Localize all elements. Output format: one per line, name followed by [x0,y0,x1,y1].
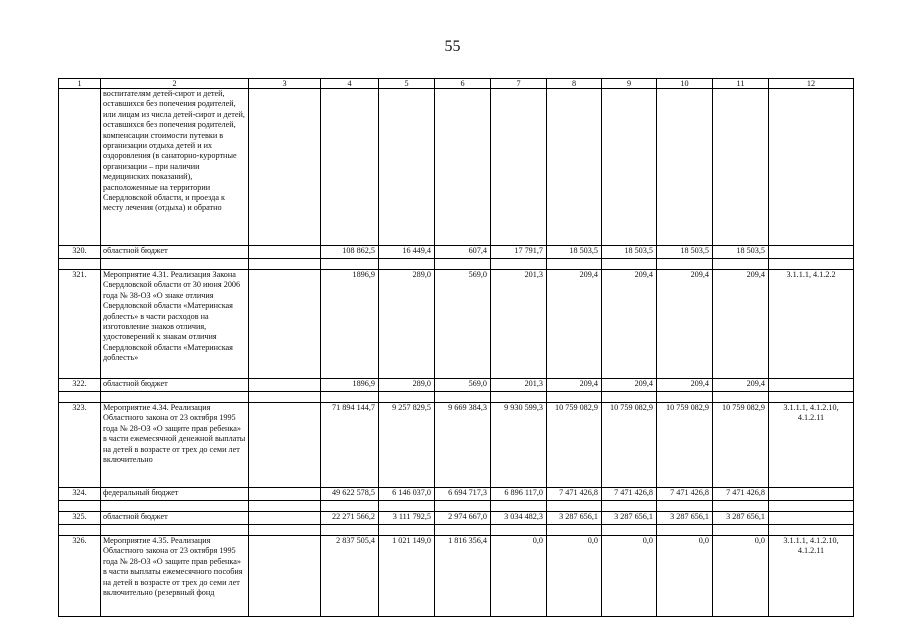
value-cell-c8: 3 287 656,1 [547,512,602,525]
spacer-cell [379,392,435,403]
value-cell-c11 [713,89,769,246]
header-cell: 11 [713,79,769,89]
value-cell-c10: 18 503,5 [657,246,713,259]
value-cell-c9: 10 759 082,9 [602,403,657,488]
spacer-cell [435,259,491,270]
row-description-cell: Мероприятие 4.34. Реализация Областного закона от 23 октября 1995 года № 28-ОЗ «О защите прав ребенка» в части ежемесячной денежной выплаты на детей в возрасте от трех до семи лет включительно [101,403,249,488]
spacer-cell [321,525,379,536]
spacer-cell [769,259,854,270]
spacer-cell [101,392,249,403]
value-cell-c3 [249,246,321,259]
value-cell-c5 [379,89,435,246]
value-cell-c6: 569,0 [435,379,491,392]
header-cell: 4 [321,79,379,89]
spacer-cell [249,392,321,403]
spacer-cell [101,501,249,512]
value-cell-c4: 2 837 505,4 [321,536,379,617]
row-spacer [59,525,854,536]
spacer-cell [249,525,321,536]
value-cell-c4: 49 622 578,5 [321,488,379,501]
value-cell-c7 [491,89,547,246]
row-spacer [59,392,854,403]
value-cell-c8: 10 759 082,9 [547,403,602,488]
value-cell-c7: 17 791,7 [491,246,547,259]
row-spacer [59,259,854,270]
table-row [59,246,854,259]
header-cell: 2 [101,79,249,89]
value-cell-c8: 0,0 [547,536,602,617]
value-cell-c9: 209,4 [602,270,657,379]
spacer-cell [713,259,769,270]
header-cell: 10 [657,79,713,89]
spacer-cell [657,392,713,403]
row-description-cell: Мероприятие 4.31. Реализация Закона Свердловской области от 30 июня 2006 года № 38-ОЗ «О знаке отличия Свердловской области «Материнская доблесть» в части расходов на изготовление знаков отличия, удостоверений к знакам отличия Свердловской области «Материнская доблесть» [101,270,249,379]
spacer-cell [59,259,101,270]
row-description-cell: федеральный бюджет [101,488,249,501]
value-cell-c8: 7 471 426,8 [547,488,602,501]
value-cell-c7: 201,3 [491,379,547,392]
value-cell-c11: 3 287 656,1 [713,512,769,525]
value-cell-c3 [249,403,321,488]
spacer-cell [249,501,321,512]
table-row [59,89,854,246]
spacer-cell [379,259,435,270]
budget-table [58,78,854,617]
value-cell-c3 [249,488,321,501]
spacer-cell [657,525,713,536]
value-cell-c10 [657,89,713,246]
value-cell-c9: 7 471 426,8 [602,488,657,501]
spacer-cell [657,501,713,512]
spacer-cell [769,392,854,403]
spacer-cell [547,525,602,536]
row-number-cell: 320. [59,246,101,259]
value-cell-c3 [249,512,321,525]
row-spacer [59,501,854,512]
header-cell: 3 [249,79,321,89]
spacer-cell [547,392,602,403]
value-cell-c11: 0,0 [713,536,769,617]
row-number-cell: 324. [59,488,101,501]
row-description-cell: областной бюджет [101,246,249,259]
spacer-cell [657,259,713,270]
value-cell-c3 [249,270,321,379]
spacer-cell [713,525,769,536]
value-cell-c5: 289,0 [379,270,435,379]
value-cell-c11: 7 471 426,8 [713,488,769,501]
value-cell-c3 [249,379,321,392]
spacer-cell [547,501,602,512]
row-number-cell [59,89,101,246]
spacer-cell [713,392,769,403]
row-number-cell: 325. [59,512,101,525]
value-cell-c6: 9 669 384,3 [435,403,491,488]
spacer-cell [491,501,547,512]
spacer-cell [321,501,379,512]
spacer-cell [602,525,657,536]
spacer-cell [491,525,547,536]
table-row [59,536,854,617]
value-cell-c5: 1 021 149,0 [379,536,435,617]
row-description-cell: областной бюджет [101,512,249,525]
value-cell-c5: 16 449,4 [379,246,435,259]
spacer-cell [379,525,435,536]
header-cell: 9 [602,79,657,89]
value-cell-c8: 18 503,5 [547,246,602,259]
value-cell-c11: 10 759 082,9 [713,403,769,488]
value-cell-c9 [602,89,657,246]
table-row [59,379,854,392]
header-row [59,79,854,89]
value-cell-c5: 6 146 037,0 [379,488,435,501]
spacer-cell [101,259,249,270]
value-cell-c4 [321,89,379,246]
value-cell-c4: 108 862,5 [321,246,379,259]
value-cell-c7: 0,0 [491,536,547,617]
spacer-cell [713,501,769,512]
value-cell-c6 [435,89,491,246]
value-cell-c6: 607,4 [435,246,491,259]
target-codes-cell [769,89,854,246]
value-cell-c10: 3 287 656,1 [657,512,713,525]
value-cell-c6: 2 974 667,0 [435,512,491,525]
value-cell-c11: 209,4 [713,379,769,392]
value-cell-c5: 9 257 829,5 [379,403,435,488]
row-description-cell: Мероприятие 4.35. Реализация Областного закона от 23 октября 1995 года № 28-ОЗ «О защите прав ребенка» в части выплаты ежемесячного пособия на детей в возрасте от трех до семи лет включительно (резервный фонд [101,536,249,617]
spacer-cell [602,392,657,403]
spacer-cell [321,392,379,403]
value-cell-c10: 7 471 426,8 [657,488,713,501]
spacer-cell [321,259,379,270]
value-cell-c6: 6 694 717,3 [435,488,491,501]
spacer-cell [435,501,491,512]
table-row [59,270,854,379]
row-description-cell: воспитателям детей-сирот и детей, оставшихся без попечения родителей, или лицам из числа детей-сирот и детей, оставшихся без попечения родителей, компенсации стоимости путевки в организации отдыха детей и их оздоровления (в санаторно-курортные организации – при наличии медицинских показаний), расположенные на территории Свердловской области, и проезда к месту лечения (отдыха) и обратно [101,89,249,246]
value-cell-c4: 1896,9 [321,379,379,392]
target-codes-cell [769,512,854,525]
spacer-cell [379,501,435,512]
target-codes-cell: 3.1.1.1, 4.1.2.10, 4.1.2.11 [769,403,854,488]
spacer-cell [547,259,602,270]
spacer-cell [491,259,547,270]
table-row [59,403,854,488]
value-cell-c7: 3 034 482,3 [491,512,547,525]
spacer-cell [101,525,249,536]
value-cell-c4: 1896,9 [321,270,379,379]
value-cell-c9: 3 287 656,1 [602,512,657,525]
header-cell: 1 [59,79,101,89]
value-cell-c9: 18 503,5 [602,246,657,259]
value-cell-c7: 6 896 117,0 [491,488,547,501]
value-cell-c10: 209,4 [657,379,713,392]
header-cell: 12 [769,79,854,89]
value-cell-c7: 9 930 599,3 [491,403,547,488]
spacer-cell [435,525,491,536]
spacer-cell [249,259,321,270]
value-cell-c11: 18 503,5 [713,246,769,259]
value-cell-c4: 22 271 566,2 [321,512,379,525]
spacer-cell [491,392,547,403]
value-cell-c9: 0,0 [602,536,657,617]
target-codes-cell [769,246,854,259]
value-cell-c7: 201,3 [491,270,547,379]
value-cell-c4: 71 894 144,7 [321,403,379,488]
page-number: 55 [444,38,461,55]
spacer-cell [769,501,854,512]
value-cell-c10: 10 759 082,9 [657,403,713,488]
value-cell-c10: 209,4 [657,270,713,379]
table-row [59,488,854,501]
value-cell-c8 [547,89,602,246]
value-cell-c5: 289,0 [379,379,435,392]
row-number-cell: 323. [59,403,101,488]
spacer-cell [435,392,491,403]
value-cell-c6: 569,0 [435,270,491,379]
row-number-cell: 326. [59,536,101,617]
value-cell-c9: 209,4 [602,379,657,392]
row-number-cell: 322. [59,379,101,392]
spacer-cell [59,525,101,536]
spacer-cell [769,525,854,536]
spacer-cell [59,392,101,403]
target-codes-cell: 3.1.1.1, 4.1.2.10, 4.1.2.11 [769,536,854,617]
spacer-cell [602,259,657,270]
value-cell-c3 [249,536,321,617]
value-cell-c3 [249,89,321,246]
target-codes-cell [769,379,854,392]
header-cell: 7 [491,79,547,89]
value-cell-c8: 209,4 [547,270,602,379]
spacer-cell [602,501,657,512]
value-cell-c11: 209,4 [713,270,769,379]
table-row [59,512,854,525]
value-cell-c5: 3 111 792,5 [379,512,435,525]
target-codes-cell [769,488,854,501]
row-description-cell: областной бюджет [101,379,249,392]
target-codes-cell: 3.1.1.1, 4.1.2.2 [769,270,854,379]
value-cell-c10: 0,0 [657,536,713,617]
value-cell-c6: 1 816 356,4 [435,536,491,617]
value-cell-c8: 209,4 [547,379,602,392]
header-cell: 6 [435,79,491,89]
header-cell: 8 [547,79,602,89]
row-number-cell: 321. [59,270,101,379]
spacer-cell [59,501,101,512]
header-cell: 5 [379,79,435,89]
